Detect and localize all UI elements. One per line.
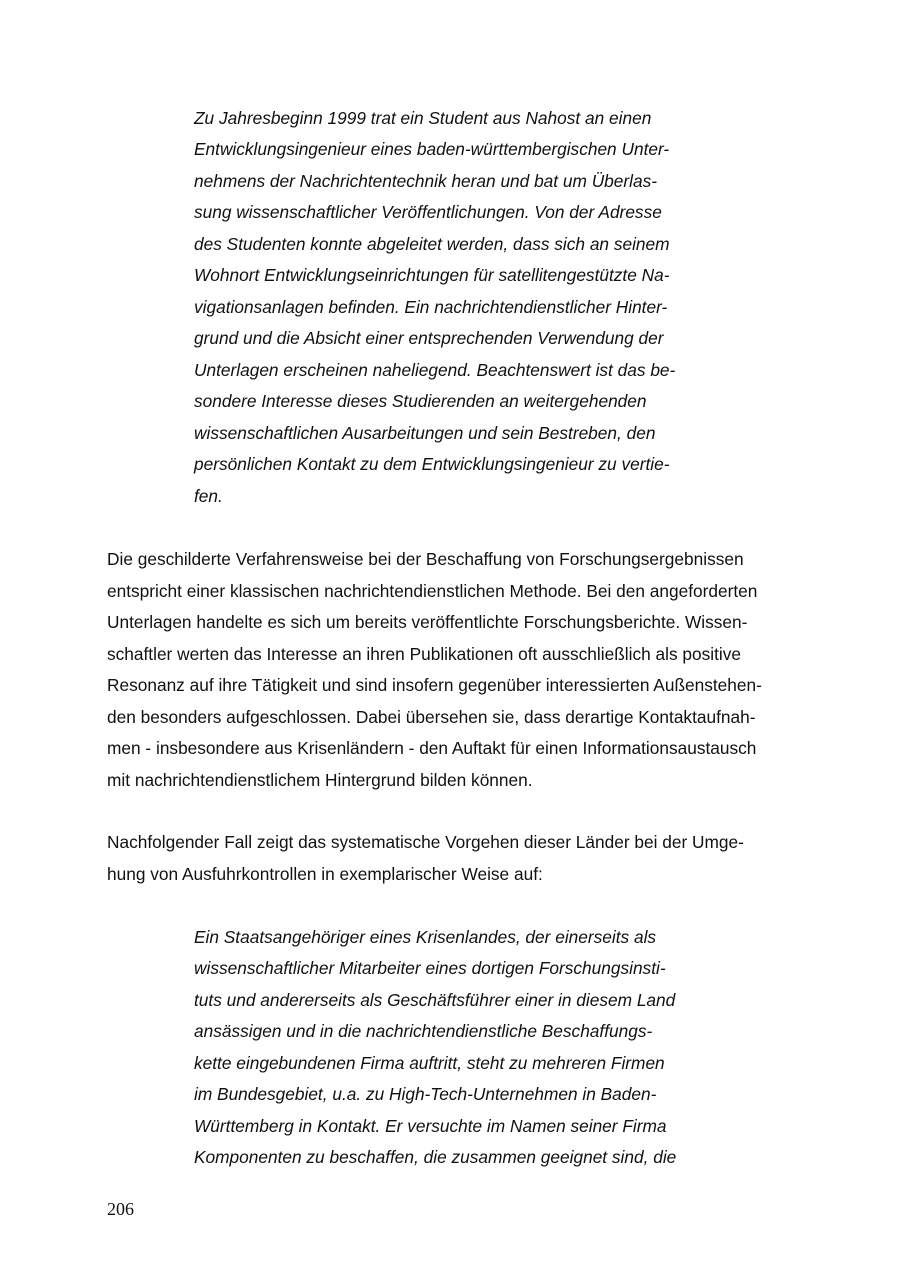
quote-line: persönlichen Kontakt zu dem Entwicklungsingenieur zu vertie- (194, 454, 670, 474)
quote-line: Zu Jahresbeginn 1999 trat ein Student aus Nahost an einen (194, 108, 652, 128)
paragraph-line: hung von Ausfuhrkontrollen in exemplarischer Weise auf: (107, 864, 543, 884)
quote-line: Württemberg in Kontakt. Er versuchte im Namen seiner Firma (194, 1116, 667, 1136)
quote-line: wissenschaftlichen Ausarbeitungen und sein Bestreben, den (194, 423, 656, 443)
quote-line: des Studenten konnte abgeleitet werden, dass sich an seinem (194, 234, 670, 254)
quote-line: Entwicklungsingenieur eines baden-württembergischen Unter- (194, 139, 670, 159)
quote-line: fen. (194, 486, 223, 506)
paragraph-line: schaftler werten das Interesse an ihren Publikationen oft ausschließlich als positive (107, 644, 741, 664)
quote-line: sondere Interesse dieses Studierenden an weitergehenden (194, 391, 647, 411)
paragraph-line: Die geschilderte Verfahrensweise bei der Beschaffung von Forschungsergebnissen (107, 549, 744, 569)
quote-line: vigationsanlagen befinden. Ein nachrichtendienstlicher Hinter- (194, 297, 668, 317)
quote-line: Ein Staatsangehöriger eines Krisenlandes, der einerseits als (194, 927, 657, 947)
quote-line: im Bundesgebiet, u.a. zu High-Tech-Unternehmen in Baden- (194, 1084, 657, 1104)
paragraph-line: entspricht einer klassischen nachrichtendienstlichen Methode. Bei den angeforderten (107, 581, 758, 601)
quote-line: kette eingebundenen Firma auftritt, steht zu mehreren Firmen (194, 1053, 665, 1073)
quote-line: Wohnort Entwicklungseinrichtungen für satellitengestützte Na- (194, 265, 670, 285)
paragraph-line: Unterlagen handelte es sich um bereits veröffentlichte Forschungsberichte. Wissen- (107, 612, 748, 632)
quote-line: Komponenten zu beschaffen, die zusammen geeignet sind, die (194, 1147, 677, 1167)
quote-line: grund und die Absicht einer entsprechenden Verwendung der (194, 328, 664, 348)
quote-line: tuts und andererseits als Geschäftsführer einer in diesem Land (194, 990, 676, 1010)
paragraph-line: men - insbesondere aus Krisenländern - den Auftakt für einen Informationsaustausch (107, 738, 757, 758)
quote-line: nehmens der Nachrichtentechnik heran und bat um Überlas- (194, 171, 658, 191)
quote-line: ansässigen und in die nachrichtendienstliche Beschaffungs- (194, 1021, 653, 1041)
paragraph-line: mit nachrichtendienstlichem Hintergrund bilden können. (107, 770, 533, 790)
paragraph-line: Resonanz auf ihre Tätigkeit und sind insofern gegenüber interessierten Außenstehen- (107, 675, 762, 695)
quote-line: sung wissenschaftlicher Veröffentlichungen. Von der Adresse (194, 202, 662, 222)
quote-line: wissenschaftlicher Mitarbeiter eines dortigen Forschungsinsti- (194, 958, 666, 978)
page-number: 206 (107, 1199, 134, 1219)
paragraph-line: Nachfolgender Fall zeigt das systematische Vorgehen dieser Länder bei der Umge- (107, 832, 744, 852)
paragraph-line: den besonders aufgeschlossen. Dabei übersehen sie, dass derartige Kontaktaufnah- (107, 707, 756, 727)
quote-line: Unterlagen erscheinen naheliegend. Beachtenswert ist das be- (194, 360, 676, 380)
